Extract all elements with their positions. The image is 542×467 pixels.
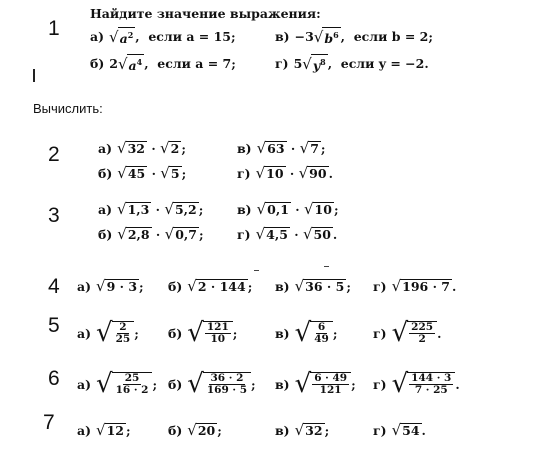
item-label: г) xyxy=(237,226,251,242)
radicand: 45 xyxy=(127,165,146,181)
radicand: 10 xyxy=(314,201,332,217)
radicand: 32 xyxy=(127,140,145,156)
sqrt: √ 45 xyxy=(117,164,146,182)
sqrt: √ 32 xyxy=(117,139,145,157)
radicand: a xyxy=(119,31,128,47)
item-label: а) xyxy=(98,140,113,156)
punct: . xyxy=(332,226,338,242)
sqrt: √ 4,5 xyxy=(255,225,288,243)
radicand: 2,8 xyxy=(127,226,150,242)
item-label: а) xyxy=(77,278,92,294)
punct: ; xyxy=(125,422,131,438)
task-4b xyxy=(168,277,252,295)
radicand: 12 xyxy=(106,422,124,438)
task-7a xyxy=(77,421,131,439)
sqrt: √ $\frac{6 \cdot 49}{121}$ xyxy=(295,369,351,399)
task-6g xyxy=(373,369,460,399)
sqrt: √ $\frac{144 \cdot 3}{7 \cdot 25}$ xyxy=(392,369,456,399)
sqrt: √ 2 · 144 xyxy=(187,277,246,295)
sqrt: √ 9 · 3 xyxy=(96,277,138,295)
sqrt: √ 90 xyxy=(298,164,327,182)
task-4v xyxy=(275,277,351,295)
denominator: 7 · 25 xyxy=(414,384,448,396)
item-label: в) xyxy=(275,325,290,341)
item-label: в) xyxy=(275,376,290,392)
task-5g xyxy=(373,318,441,348)
radicand: 2 · 144 xyxy=(197,278,246,294)
numerator: 144 · 3 xyxy=(411,372,452,384)
dot: · xyxy=(290,201,304,217)
sqrt: √ $a^2$ xyxy=(109,27,134,47)
numerator: 6 · 49 xyxy=(314,372,348,384)
sqrt: √ 50 xyxy=(302,225,331,243)
item-label: а) xyxy=(98,201,113,217)
radicand: 54 xyxy=(402,422,420,438)
task-7-number: 7 xyxy=(43,411,55,434)
task-5a xyxy=(77,318,139,348)
sqrt: √ $\frac{36 \cdot 2}{169 \cdot 5}$ xyxy=(187,369,251,399)
radicand: 50 xyxy=(313,226,331,242)
sqrt: √ $a^4$ xyxy=(117,54,143,74)
punct: ; xyxy=(247,278,253,294)
punct: ; xyxy=(333,201,339,217)
radicand: a xyxy=(128,58,137,74)
condition: , если a = 7; xyxy=(144,56,236,72)
sqrt: √ 36 · 5 xyxy=(294,277,345,295)
task-1-number: 1 xyxy=(48,17,60,40)
sqrt: √ 12 xyxy=(96,421,124,439)
task-6a xyxy=(77,369,157,399)
radicand: 10 xyxy=(266,165,284,181)
exponent: 4 xyxy=(136,57,143,67)
dot: · xyxy=(151,201,165,217)
radicand: 7 xyxy=(310,140,319,156)
radicand: 20 xyxy=(197,422,216,438)
task-5v xyxy=(275,318,337,348)
task-1a xyxy=(90,27,236,46)
task-2g xyxy=(237,164,333,182)
denominator: 16 · 2 xyxy=(115,384,149,396)
denominator: 2 xyxy=(418,333,426,345)
item-label: б) xyxy=(168,422,183,438)
coefficient: 2 xyxy=(109,56,118,72)
punct: ; xyxy=(332,325,338,341)
item-label: в) xyxy=(237,201,252,217)
denominator: 49 xyxy=(314,333,329,345)
punct: ; xyxy=(152,376,158,392)
task-3b xyxy=(98,225,204,243)
item-label: г) xyxy=(373,325,387,341)
sqrt: √ $y^8$ xyxy=(302,54,326,74)
task-5-number: 5 xyxy=(48,314,60,337)
punct: ; xyxy=(232,325,238,341)
item-label: г) xyxy=(373,422,387,438)
coefficient: 5 xyxy=(293,56,303,72)
radicand: 196 · 7 xyxy=(402,278,450,294)
dot: · xyxy=(289,226,303,242)
sqrt: √ $\frac{225}{2}$ xyxy=(392,318,438,348)
radicand: 36 · 5 xyxy=(305,278,345,294)
punct: ; xyxy=(134,325,139,341)
item-label: а) xyxy=(77,376,92,392)
task-4-number: 4 xyxy=(48,275,60,298)
punct: . xyxy=(455,376,460,392)
numerator: 36 · 2 xyxy=(210,372,244,384)
sqrt: √ $\frac{121}{10}$ xyxy=(187,318,233,348)
sqrt: √ $\frac{6}{49}$ xyxy=(295,318,333,348)
task-3v xyxy=(237,200,339,218)
punct: ; xyxy=(181,140,186,156)
sqrt: √ 0,7 xyxy=(164,225,197,243)
item-label: г) xyxy=(373,278,387,294)
radicand: 0,1 xyxy=(267,201,289,217)
radicand: 90 xyxy=(309,165,327,181)
item-label: г) xyxy=(275,56,289,72)
sqrt: √ 5 xyxy=(160,164,180,182)
punct: ; xyxy=(346,278,351,294)
item-label: в) xyxy=(237,140,252,156)
radicand: b xyxy=(324,31,334,47)
task-6-number: 6 xyxy=(48,367,60,390)
sqrt: √ 10 xyxy=(303,200,332,218)
task-2a xyxy=(98,139,186,157)
denominator: 121 xyxy=(319,384,342,396)
task-7b xyxy=(168,421,222,439)
punct: ; xyxy=(351,376,356,392)
punct: ; xyxy=(181,165,187,181)
sqrt: √ $\frac{2}{25}$ xyxy=(96,318,134,348)
radicand: 63 xyxy=(267,140,285,156)
sqrt: √ 7 xyxy=(299,139,319,157)
radicand: 9 · 3 xyxy=(106,278,138,294)
sqrt: √ 32 xyxy=(294,421,323,439)
exponent: 8 xyxy=(320,57,326,67)
task-7g xyxy=(373,421,426,439)
task-5b xyxy=(168,318,237,348)
radicand: 2 xyxy=(170,140,180,156)
punct: . xyxy=(421,422,426,438)
punct: . xyxy=(437,325,442,341)
task-2b xyxy=(98,164,186,182)
task-1-title: Найдите значение выражения: xyxy=(90,6,321,21)
item-label: б) xyxy=(90,56,105,72)
numerator: 25 xyxy=(124,372,140,384)
punct: ; xyxy=(198,201,204,217)
dot: · xyxy=(147,165,161,181)
punct: ; xyxy=(251,376,256,392)
condition: , если y = −2. xyxy=(327,56,429,72)
task-2-number: 2 xyxy=(48,143,60,166)
task-3a xyxy=(98,200,203,218)
sqrt: √ 2 xyxy=(160,139,180,157)
punct: ; xyxy=(139,278,144,294)
item-label: б) xyxy=(168,325,183,341)
radicand: 5,2 xyxy=(174,201,197,217)
sqrt: √ 54 xyxy=(391,421,420,439)
dot: · xyxy=(146,140,161,156)
exponent: 6 xyxy=(333,30,339,40)
item-label: б) xyxy=(98,226,113,242)
denominator: 10 xyxy=(210,333,226,345)
denominator: 169 · 5 xyxy=(206,384,248,396)
dot: · xyxy=(151,226,165,242)
item-label: г) xyxy=(237,165,251,181)
radicand: y xyxy=(312,58,321,74)
sqrt: √ 0,1 xyxy=(256,200,289,218)
item-label: а) xyxy=(77,422,92,438)
sqrt: √ 2,8 xyxy=(117,225,150,243)
punct: . xyxy=(328,165,333,181)
punct: ; xyxy=(198,226,204,242)
scan-mark xyxy=(254,270,259,271)
task-3g xyxy=(237,225,337,243)
task-2v xyxy=(237,139,326,157)
task-4a xyxy=(77,277,144,295)
sqrt: √ 196 · 7 xyxy=(391,277,450,295)
sqrt: √ 5,2 xyxy=(164,200,197,218)
radicand: 32 xyxy=(305,422,323,438)
task-1g xyxy=(275,54,429,73)
item-label: а) xyxy=(77,325,92,341)
item-label: в) xyxy=(275,422,290,438)
sqrt: √ $b^6$ xyxy=(313,27,339,47)
radicand: 5 xyxy=(170,165,180,181)
item-label: а) xyxy=(90,29,105,45)
punct: . xyxy=(452,278,457,294)
sqrt: √ 63 xyxy=(256,139,285,157)
punct: ; xyxy=(217,422,222,438)
sqrt: √ 1,3 xyxy=(117,200,150,218)
coefficient: −3 xyxy=(294,29,314,45)
condition: , если b = 2; xyxy=(340,29,433,45)
sqrt: √ 20 xyxy=(187,421,216,439)
dot: · xyxy=(285,165,299,181)
task-1v xyxy=(275,27,433,46)
instruction: Вычислить: xyxy=(33,101,103,116)
task-1b xyxy=(90,54,236,73)
dot: · xyxy=(286,140,300,156)
item-label: б) xyxy=(168,278,183,294)
item-label: б) xyxy=(168,376,183,392)
task-7v xyxy=(275,421,329,439)
task-6b xyxy=(168,369,256,399)
item-label: в) xyxy=(275,278,290,294)
punct: ; xyxy=(324,422,330,438)
radicand: 1,3 xyxy=(127,201,150,217)
scan-mark xyxy=(324,266,329,267)
text-cursor xyxy=(33,69,35,82)
radicand: 0,7 xyxy=(175,226,197,242)
numerator: 6 xyxy=(317,321,326,333)
radicand: 4,5 xyxy=(266,226,288,242)
punct: ; xyxy=(320,140,326,156)
numerator: 225 xyxy=(411,321,434,333)
sqrt: √ 10 xyxy=(255,164,284,182)
numerator: 121 xyxy=(206,321,229,333)
task-4g xyxy=(373,277,456,295)
sqrt: √ $\frac{25}{16 \cdot 2}$ xyxy=(96,369,152,399)
task-3-number: 3 xyxy=(48,204,60,227)
item-label: в) xyxy=(275,29,290,45)
task-6v xyxy=(275,369,356,399)
exponent: 2 xyxy=(127,30,134,40)
item-label: г) xyxy=(373,376,387,392)
denominator: 25 xyxy=(115,333,131,345)
numerator: 2 xyxy=(119,321,127,333)
condition: , если a = 15; xyxy=(135,29,236,45)
item-label: б) xyxy=(98,165,113,181)
